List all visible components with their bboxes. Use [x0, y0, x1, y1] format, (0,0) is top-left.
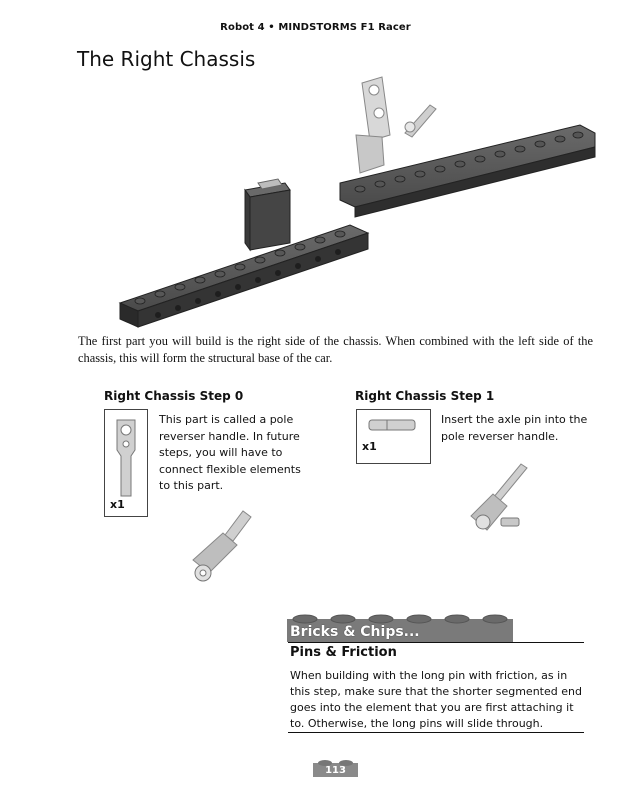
step-1-parts-box: [356, 409, 431, 464]
front-beam-part: [120, 225, 368, 327]
sidebar-text: When building with the long pin with friction, as in this step, make sure that the shorter segmented end goes into the element that you are first attaching it to. Otherwise, the long pins will slide through.: [290, 669, 582, 730]
step-0-description: This part is called a pole reverser handle. In future steps, you will have to connect flexible elements to this part.: [159, 413, 301, 492]
pole-reverser-handle-icon: [105, 410, 147, 500]
step-0-qty: x1: [110, 498, 125, 511]
axle-pin-part: [405, 105, 436, 137]
sidebar-bottom-rule: [288, 732, 584, 733]
tall-brick-part: [245, 179, 290, 250]
step-1-title: Right Chassis Step 1: [355, 389, 495, 403]
sidebar-banner-label: Bricks & Chips...: [290, 624, 420, 640]
axle-pin-icon: [357, 410, 430, 440]
running-header: Robot 4 • MINDSTORMS F1 Racer: [220, 22, 411, 33]
sidebar-top-rule: [288, 642, 584, 643]
page-number: 113: [325, 765, 346, 776]
step-1-qty: x1: [362, 440, 377, 453]
sidebar-heading: Pins & Friction: [290, 645, 397, 660]
step-1-description: Insert the axle pin into the pole reverser handle.: [441, 413, 588, 443]
step-0-illustration: [185, 505, 260, 590]
step-0-title: Right Chassis Step 0: [104, 389, 244, 403]
chassis-illustration: [100, 65, 600, 335]
page-title: The Right Chassis: [77, 47, 256, 71]
intro-paragraph: The first part you will build is the right side of the chassis. When combined with the left side of the chassis, this will form the structural base of the car.: [78, 334, 593, 365]
pole-reverser-handle-part: [356, 77, 390, 173]
step-1-illustration: [465, 458, 540, 543]
step-0-parts-box: [104, 409, 148, 517]
